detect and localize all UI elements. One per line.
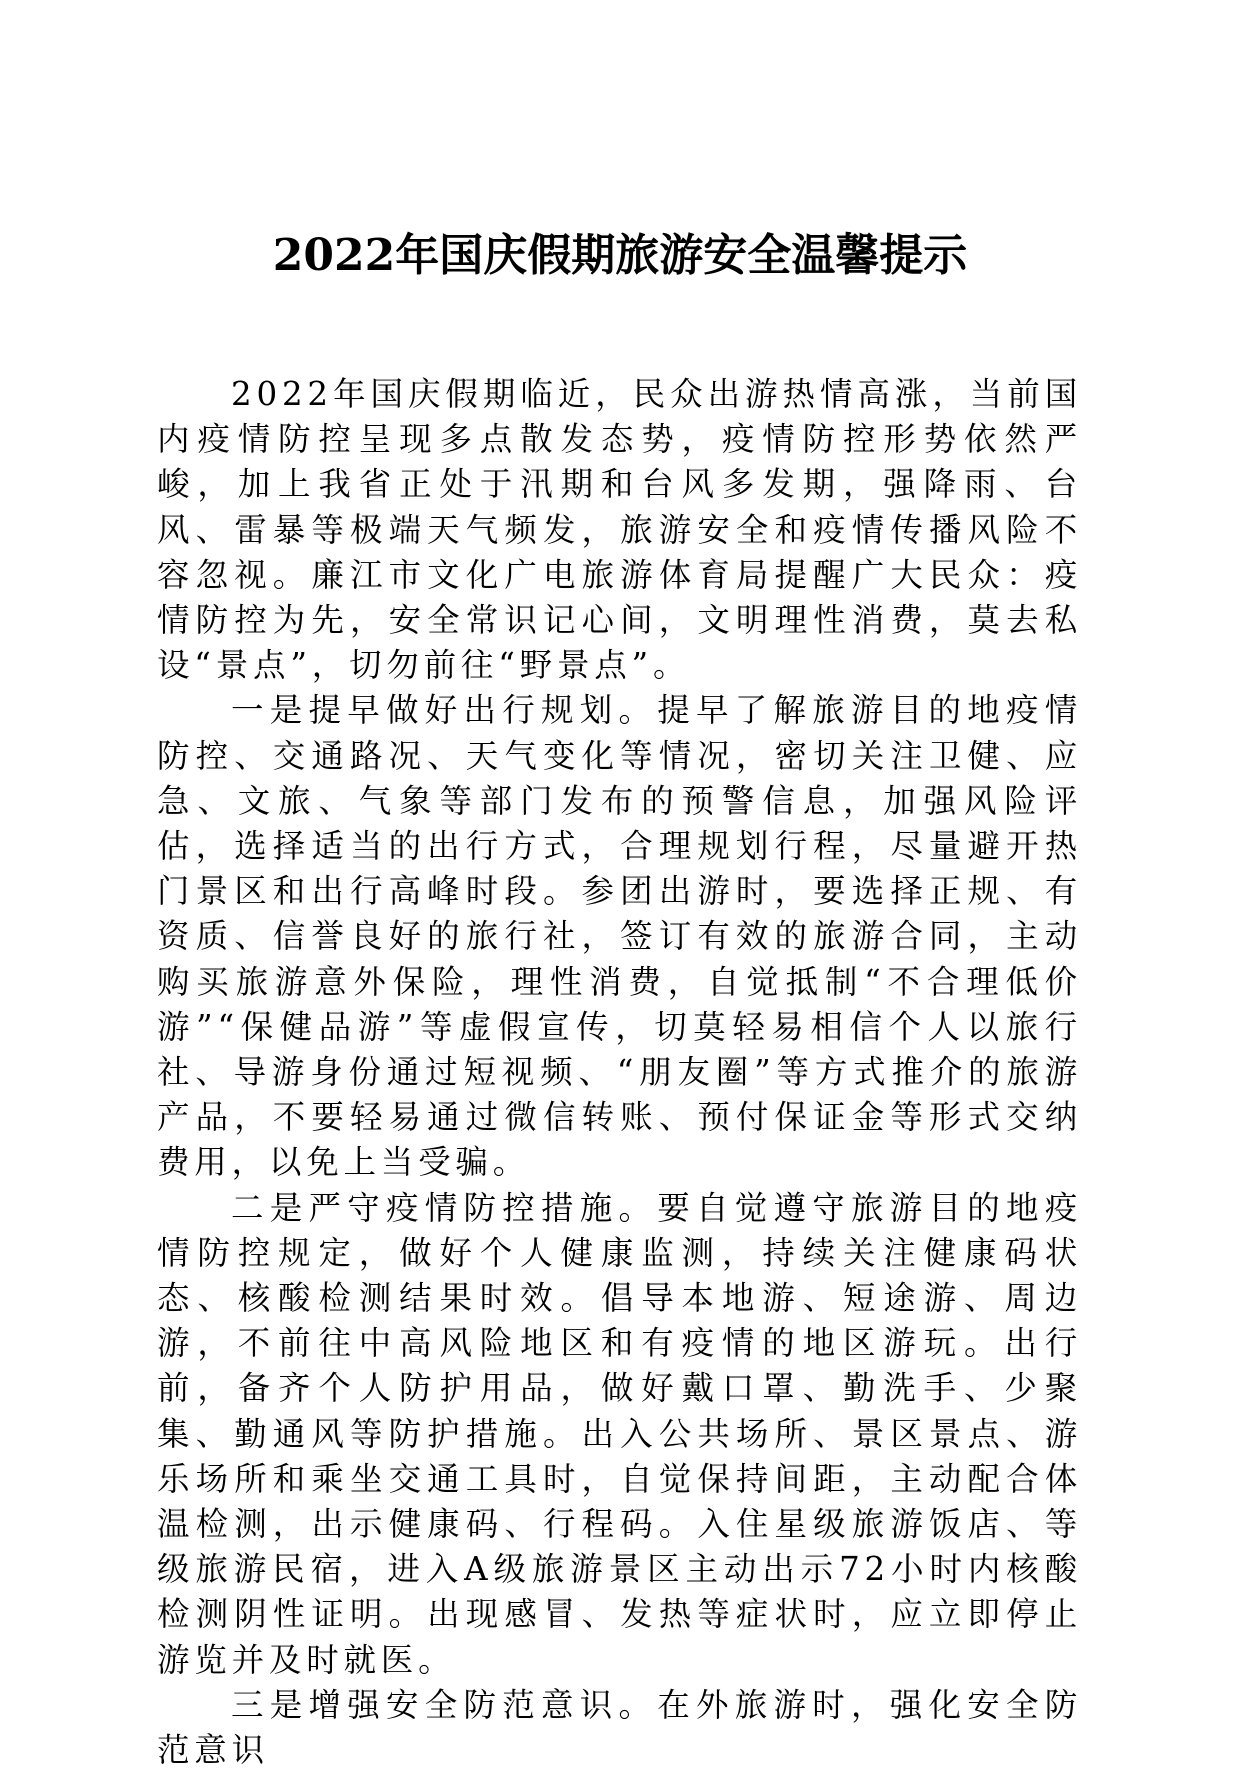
paragraph-safety-awareness: 三是增强安全防范意识。在外旅游时，强化安全防范意识 — [157, 1685, 1082, 1770]
document-body — [157, 372, 1082, 1773]
paragraph-intro: 2022年国庆假期临近，民众出游热情高涨，当前国内疫情防控呈现多点散发态势，疫情防控形势依然严峻，加上我省正处于汛期和台风多发期，强降雨、台风、雷暴等极端天气频发，旅游安全和疫情传播风险不容忽视。廉江市文化广电旅游体育局提醒广大民众：疫情防控为先，安全常识记心间，文明理性消费，莫去私设“景点”，切勿前往“野景点”。 — [157, 375, 1082, 685]
paragraph-travel-planning: 一是提早做好出行规划。提早了解旅游目的地疫情防控、交通路况、天气变化等情况，密切关注卫健、应急、文旅、气象等部门发布的预警信息，加强风险评估，选择适当的出行方式，合理规划行程，尽量避开热门景区和出行高峰时段。参团出游时，要选择正规、有资质、信誉良好的旅行社，签订有效的旅游合同，主动购买旅游意外保险，理性消费，自觉抵制“不合理低价游”“保健品游”等虚假宣传，切莫轻易相信个人以旅行社、导游身份通过短视频、“朋友圈”等方式推介的旅游产品，不要轻易通过微信转账、预付保证金等形式交纳费用，以免上当受骗。 — [157, 691, 1082, 1182]
document-title: 2022年国庆假期旅游安全温馨提示 — [272, 230, 968, 281]
paragraph-epidemic-prevention: 二是严守疫情防控措施。要自觉遵守旅游目的地疫情防控规定，做好个人健康监测，持续关注健康码状态、核酸检测结果时效。倡导本地游、短途游、周边游，不前往中高风险地区和有疫情的地区游玩。出行前，备齐个人防护用品，做好戴口罩、勤洗手、少聚集、勤通风等防护措施。出入公共场所、景区景点、游乐场所和乘坐交通工具时，自觉保持间距，主动配合体温检测，出示健康码、行程码。入住星级旅游饭店、等级旅游民宿，进入A级旅游景区主动出示72小时内核酸检测阴性证明。出现感冒、发热等症状时，应立即停止游览并及时就医。 — [157, 1188, 1082, 1679]
